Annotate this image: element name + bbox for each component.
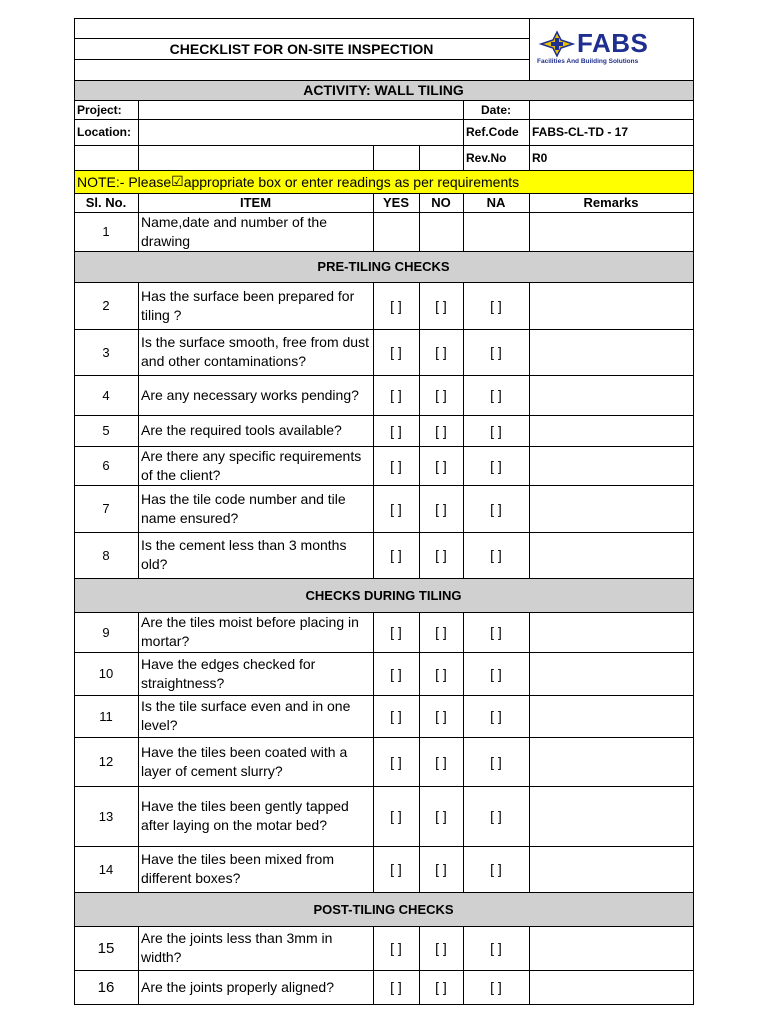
row-number: 2 <box>102 298 110 313</box>
no-checkbox[interactable]: [ ] <box>435 979 447 995</box>
row-item-text: Is the tile surface even and in one level? <box>141 698 351 733</box>
row-number: 14 <box>98 861 114 877</box>
na-checkbox[interactable]: [ ] <box>490 500 502 517</box>
yes-checkbox[interactable]: [ ] <box>390 500 402 517</box>
date-label: Date: <box>481 102 512 117</box>
row-item-text: Are the joints properly aligned? <box>141 978 335 995</box>
na-checkbox[interactable]: [ ] <box>490 297 502 314</box>
yes-checkbox[interactable]: [ ] <box>390 624 402 640</box>
date-value-field[interactable] <box>529 100 693 119</box>
yes-checkbox[interactable]: [ ] <box>390 387 402 403</box>
location-value-field[interactable] <box>138 119 463 145</box>
col-header-no: NO <box>431 195 451 210</box>
col-header-sl: Sl. No. <box>85 195 127 210</box>
note-prefix: NOTE:- Please <box>77 173 172 190</box>
no-checkbox[interactable]: [ ] <box>435 547 447 563</box>
row-item-text: Name,date and number of the drawing <box>141 213 328 249</box>
yes-checkbox[interactable]: [ ] <box>390 753 402 770</box>
yes-checkbox[interactable]: [ ] <box>390 940 402 956</box>
col-header-na: NA <box>486 195 506 210</box>
na-checkbox[interactable]: [ ] <box>490 753 502 770</box>
no-checkbox[interactable]: [ ] <box>435 457 447 474</box>
refcode-label: Ref.Code <box>466 125 519 139</box>
row-number: 13 <box>98 808 114 824</box>
no-checkbox[interactable]: [ ] <box>435 624 447 640</box>
yes-checkbox[interactable]: [ ] <box>390 422 402 439</box>
row-item-text: Are the joints less than 3mm in width? <box>141 930 333 965</box>
section-title-pre: PRE-TILING CHECKS <box>317 259 450 274</box>
row-number: 9 <box>102 624 110 640</box>
project-label: Project: <box>77 102 122 117</box>
row-item-text: Have the tiles been gently tapped after laying on the motar bed? <box>141 798 349 833</box>
logo-text: FABS <box>577 28 649 58</box>
na-checkbox[interactable]: [ ] <box>490 708 502 724</box>
row-number: 7 <box>102 501 110 516</box>
fabs-emblem-icon <box>537 30 577 58</box>
note-suffix: appropriate box or enter readings as per requirements <box>183 173 520 190</box>
row-number: 3 <box>102 344 110 360</box>
no-checkbox[interactable]: [ ] <box>435 387 447 403</box>
na-checkbox[interactable]: [ ] <box>490 422 502 439</box>
row-item-text: Are the tiles moist before placing in mortar? <box>141 614 359 649</box>
yes-checkbox[interactable]: [ ] <box>390 344 402 360</box>
na-checkbox[interactable]: [ ] <box>490 387 502 403</box>
col-header-yes: YES <box>382 195 409 210</box>
refcode-value: FABS-CL-TD - 17 <box>532 125 628 139</box>
yes-checkbox[interactable]: [ ] <box>390 665 402 682</box>
row-number: 1 <box>102 224 110 239</box>
row-number: 4 <box>102 387 110 403</box>
row-item-text: Are the required tools available? <box>141 422 342 438</box>
row-number: 12 <box>98 754 114 769</box>
revno-label: Rev.No <box>466 150 507 165</box>
no-checkbox[interactable]: [ ] <box>435 708 447 724</box>
na-checkbox[interactable]: [ ] <box>490 344 502 360</box>
row-item-text: Have the edges checked for straightness? <box>141 655 316 691</box>
no-checkbox[interactable]: [ ] <box>435 753 447 770</box>
yes-checkbox[interactable]: [ ] <box>390 708 402 724</box>
row-number: 8 <box>102 547 110 563</box>
row-number: 10 <box>98 666 114 681</box>
section-title-post: POST-TILING CHECKS <box>313 901 454 917</box>
na-checkbox[interactable]: [ ] <box>490 624 502 640</box>
yes-checkbox[interactable]: [ ] <box>390 808 402 824</box>
row-item-text: Have the tiles been mixed from different boxes? <box>141 851 334 886</box>
na-checkbox[interactable]: [ ] <box>490 457 502 474</box>
yes-checkbox[interactable]: [ ] <box>390 861 402 877</box>
logo-subtitle: Facilities And Building Solutions <box>537 58 639 65</box>
yes-checkbox[interactable]: [ ] <box>390 297 402 314</box>
company-logo <box>529 18 693 80</box>
yes-checkbox[interactable]: [ ] <box>390 457 402 474</box>
row-item-text: Are there any specific requirements of the client? <box>141 447 362 483</box>
na-checkbox[interactable]: [ ] <box>490 547 502 563</box>
row-number: 16 <box>97 978 115 996</box>
no-checkbox[interactable]: [ ] <box>435 940 447 956</box>
col-header-item: ITEM <box>239 195 272 210</box>
project-value-field[interactable] <box>138 100 463 119</box>
na-checkbox[interactable]: [ ] <box>490 979 502 995</box>
row-number: 5 <box>102 423 110 438</box>
row-number: 6 <box>102 458 110 473</box>
yes-checkbox[interactable]: [ ] <box>390 547 402 563</box>
note-text <box>77 170 691 193</box>
no-checkbox[interactable]: [ ] <box>435 665 447 682</box>
na-checkbox[interactable]: [ ] <box>490 665 502 682</box>
row-number: 15 <box>97 939 115 957</box>
row-item-text: Is the cement less than 3 months old? <box>141 537 347 572</box>
row-item-text: Has the tile code number and tile name ensured? <box>141 490 346 526</box>
row-item-text: Is the surface smooth, free from dust and other contaminations? <box>141 334 369 369</box>
na-checkbox[interactable]: [ ] <box>490 861 502 877</box>
row-item-text: Are any necessary works pending? <box>141 386 359 403</box>
no-checkbox[interactable]: [ ] <box>435 808 447 824</box>
na-checkbox[interactable]: [ ] <box>490 940 502 956</box>
row-number: 11 <box>99 708 113 724</box>
row-item-text: Has the surface been prepared for tiling ? <box>141 287 355 323</box>
yes-checkbox[interactable]: [ ] <box>390 979 402 995</box>
no-checkbox[interactable]: [ ] <box>435 344 447 360</box>
activity-title: ACTIVITY: WALL TILING <box>303 82 464 98</box>
no-checkbox[interactable]: [ ] <box>435 422 447 439</box>
section-title-during: CHECKS DURING TILING <box>305 587 462 603</box>
row-item-text: Have the tiles been coated with a layer of cement slurry? <box>141 743 348 779</box>
no-checkbox[interactable]: [ ] <box>435 500 447 517</box>
no-checkbox[interactable]: [ ] <box>435 297 447 314</box>
revno-value: R0 <box>532 150 548 165</box>
location-label: Location: <box>77 125 131 139</box>
page-title: CHECKLIST FOR ON-SITE INSPECTION <box>169 40 434 57</box>
no-checkbox[interactable]: [ ] <box>435 861 447 877</box>
na-checkbox[interactable]: [ ] <box>490 808 502 824</box>
checkbox-checked-icon: ☑ <box>171 173 184 189</box>
col-header-remarks: Remarks <box>583 195 639 210</box>
